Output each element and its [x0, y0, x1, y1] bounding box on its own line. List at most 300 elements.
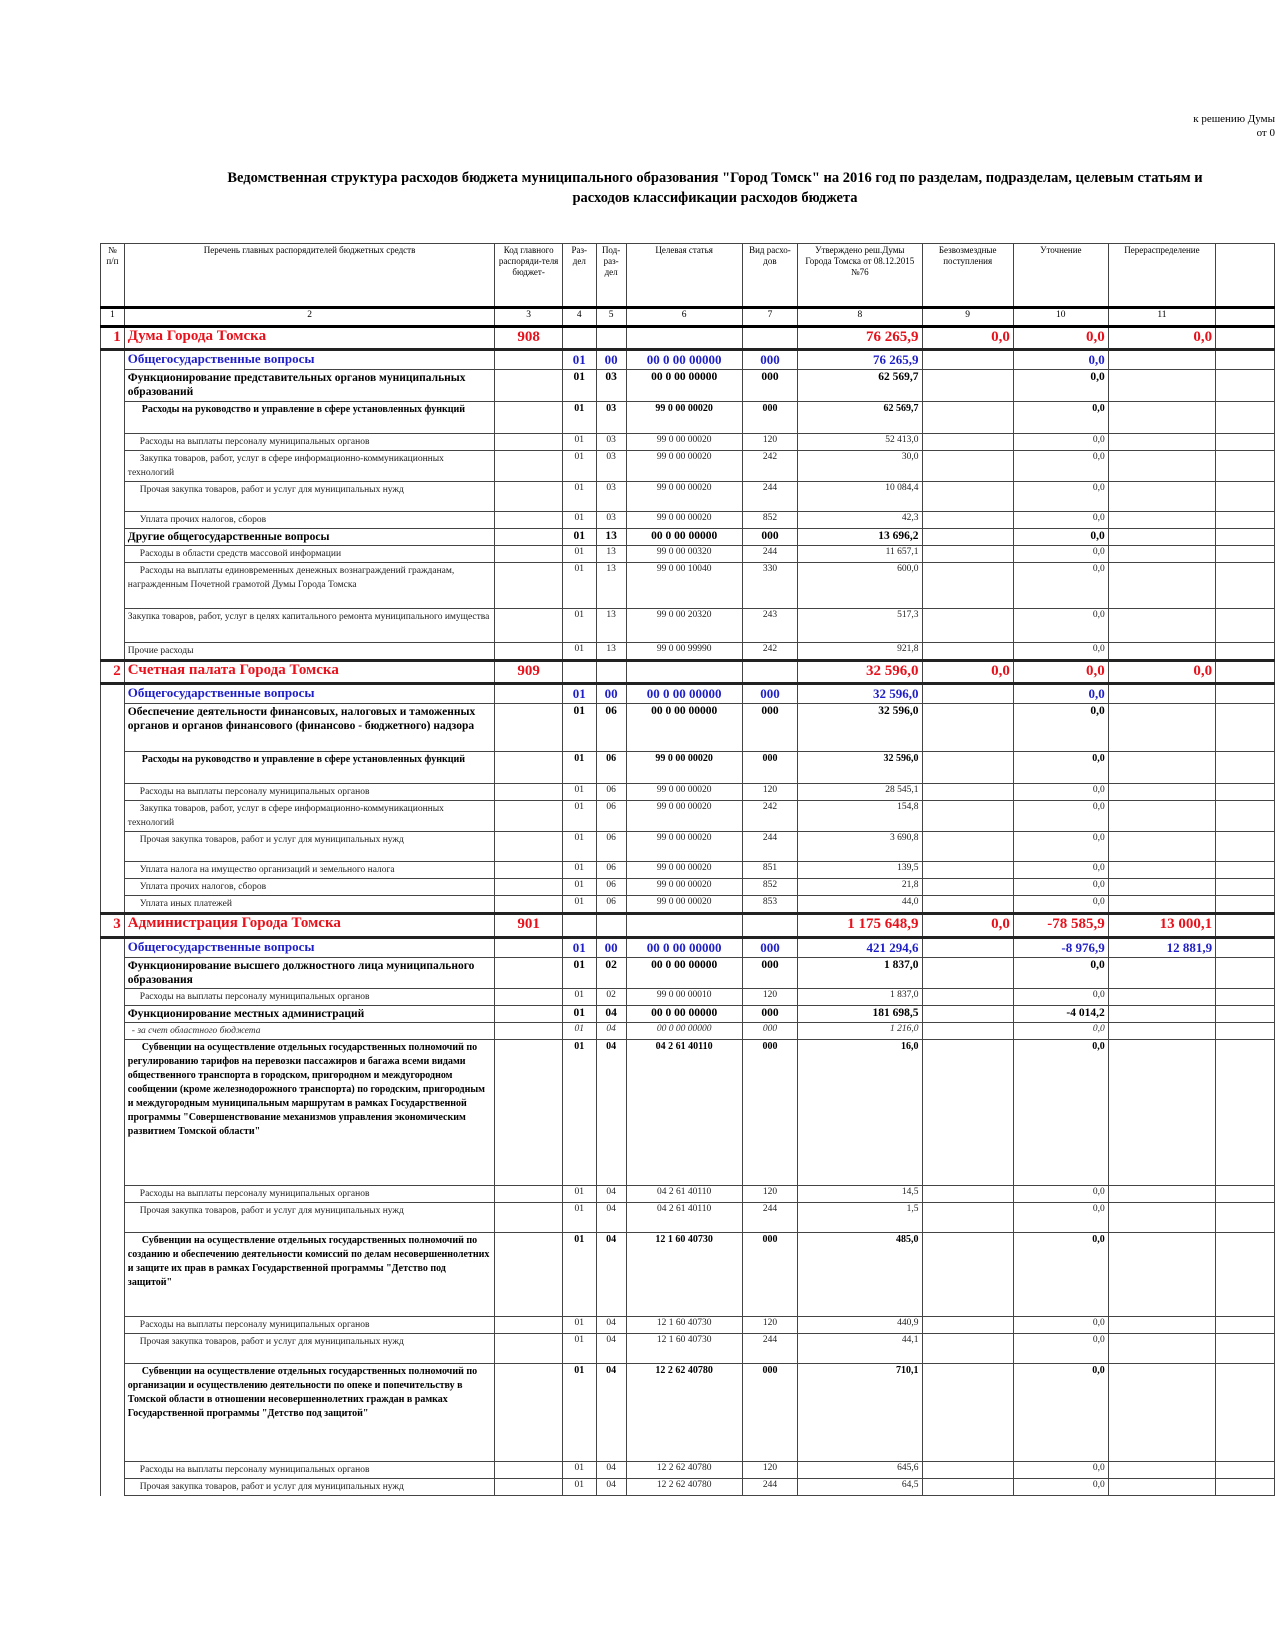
table-row: [101, 1364, 1275, 1462]
redistribution-amount: [1108, 1364, 1215, 1462]
clarification-amount: 0,0: [1013, 704, 1108, 752]
free-receipts: [922, 451, 1013, 482]
row-index: [101, 879, 125, 896]
redistribution-amount: [1108, 434, 1215, 451]
approved-amount: 28 545,1: [798, 784, 922, 801]
expense-type: 242: [742, 643, 797, 661]
table-row: [101, 1317, 1275, 1334]
redistribution-amount: [1108, 801, 1215, 832]
redistribution-amount: [1108, 1479, 1215, 1496]
distributor-code: [495, 402, 563, 434]
item-name: Прочие расходы: [124, 643, 495, 661]
item-name: Уплата прочих налогов, сборов: [124, 512, 495, 529]
redistribution-amount: [1108, 879, 1215, 896]
clarification-amount: -4 014,2: [1013, 1006, 1108, 1023]
clarification-amount: 0,0: [1013, 451, 1108, 482]
podrazdel-code: 00: [596, 350, 626, 370]
distributor-code: [495, 609, 563, 643]
approved-amount: 52 413,0: [798, 434, 922, 451]
free-receipts: [922, 879, 1013, 896]
distributor-code: [495, 862, 563, 879]
podrazdel-code: 13: [596, 529, 626, 546]
distributor-code: [495, 643, 563, 661]
podrazdel-code: 13: [596, 563, 626, 609]
razdel-code: 01: [562, 563, 596, 609]
table-row: [101, 482, 1275, 512]
row-index: [101, 434, 125, 451]
distributor-code: [495, 350, 563, 370]
distributor-code: [495, 1462, 563, 1479]
clarification-amount: 0,0: [1013, 989, 1108, 1006]
expense-type: 243: [742, 609, 797, 643]
clarification-amount: 0,0: [1013, 862, 1108, 879]
free-receipts: 0,0: [922, 327, 1013, 350]
target-article: 99 0 00 00020: [626, 482, 742, 512]
redistribution-amount: [1108, 704, 1215, 752]
free-receipts: 0,0: [922, 914, 1013, 938]
column-header: № п/п: [101, 244, 125, 308]
target-article: 99 0 00 00020: [626, 879, 742, 896]
razdel-code: 01: [562, 1462, 596, 1479]
expense-type: 000: [742, 958, 797, 989]
podrazdel-code: 06: [596, 801, 626, 832]
redistribution-amount: [1108, 370, 1215, 402]
extra-column: [1216, 546, 1275, 563]
razdel-code: 01: [562, 609, 596, 643]
extra-column: [1216, 1233, 1275, 1317]
free-receipts: [922, 434, 1013, 451]
clarification-amount: -78 585,9: [1013, 914, 1108, 938]
row-index: [101, 512, 125, 529]
free-receipts: [922, 402, 1013, 434]
approved-amount: 600,0: [798, 563, 922, 609]
item-name: Уплата налога на имущество организаций и земельного налога: [124, 862, 495, 879]
distributor-code: [495, 684, 563, 704]
podrazdel-code: 04: [596, 1317, 626, 1334]
razdel-code: 01: [562, 801, 596, 832]
approved-amount: 76 265,9: [798, 327, 922, 350]
item-name: Расходы в области средств массовой информации: [124, 546, 495, 563]
target-article: 99 0 00 00020: [626, 402, 742, 434]
row-index: [101, 1203, 125, 1233]
podrazdel-code: [596, 661, 626, 684]
table-row: [101, 879, 1275, 896]
expense-type: 330: [742, 563, 797, 609]
podrazdel-code: [596, 914, 626, 938]
extra-column: [1216, 1364, 1275, 1462]
clarification-amount: 0,0: [1013, 609, 1108, 643]
expense-type: 852: [742, 512, 797, 529]
clarification-amount: -8 976,9: [1013, 938, 1108, 958]
razdel-code: 01: [562, 879, 596, 896]
expense-type: 000: [742, 1364, 797, 1462]
razdel-code: 01: [562, 958, 596, 989]
table-row: [101, 684, 1275, 704]
redistribution-amount: [1108, 684, 1215, 704]
approved-amount: 1,5: [798, 1203, 922, 1233]
extra-column: [1216, 529, 1275, 546]
extra-column: [1216, 482, 1275, 512]
podrazdel-code: [596, 327, 626, 350]
distributor-code: [495, 784, 563, 801]
redistribution-amount: [1108, 1317, 1215, 1334]
redistribution-amount: 0,0: [1108, 327, 1215, 350]
table-row: [101, 938, 1275, 958]
clarification-amount: 0,0: [1013, 1203, 1108, 1233]
free-receipts: [922, 784, 1013, 801]
row-index: 3: [101, 914, 125, 938]
row-index: [101, 609, 125, 643]
podrazdel-code: 06: [596, 896, 626, 914]
target-article: 99 0 00 00320: [626, 546, 742, 563]
distributor-code: [495, 879, 563, 896]
target-article: 12 1 60 40730: [626, 1317, 742, 1334]
razdel-code: 01: [562, 684, 596, 704]
extra-column: [1216, 1317, 1275, 1334]
table-row: [101, 370, 1275, 402]
clarification-amount: 0,0: [1013, 784, 1108, 801]
table-row: [101, 529, 1275, 546]
razdel-code: 01: [562, 1334, 596, 1364]
razdel-code: 01: [562, 451, 596, 482]
item-name: Субвенции на осуществление отдельных государственных полномочий по организации и осуществлению деятельности по опеке и попечительству в Томской области в отношении несовершеннолетних граждан в рамках Государственной программы "Детство под защитой": [124, 1364, 495, 1462]
razdel-code: 01: [562, 704, 596, 752]
podrazdel-code: 06: [596, 784, 626, 801]
row-index: [101, 1023, 125, 1040]
target-article: 04 2 61 40110: [626, 1186, 742, 1203]
row-index: [101, 1040, 125, 1186]
razdel-code: 01: [562, 1233, 596, 1317]
table-row: [101, 434, 1275, 451]
row-index: [101, 958, 125, 989]
department-row: [101, 327, 1275, 350]
razdel-code: 01: [562, 1364, 596, 1462]
table-row: [101, 643, 1275, 661]
clarification-amount: 0,0: [1013, 832, 1108, 862]
razdel-code: 01: [562, 1023, 596, 1040]
podrazdel-code: 04: [596, 1040, 626, 1186]
redistribution-amount: [1108, 563, 1215, 609]
distributor-code: [495, 1317, 563, 1334]
extra-column: [1216, 958, 1275, 989]
razdel-code: 01: [562, 370, 596, 402]
column-number: 4: [562, 308, 596, 327]
distributor-code: [495, 1203, 563, 1233]
table-row: [101, 989, 1275, 1006]
approved-amount: 32 596,0: [798, 752, 922, 784]
approved-amount: 30,0: [798, 451, 922, 482]
extra-column: [1216, 938, 1275, 958]
expense-type: 120: [742, 1317, 797, 1334]
table-row: [101, 512, 1275, 529]
target-article: 00 0 00 00000: [626, 529, 742, 546]
item-name: Функционирование местных администраций: [124, 1006, 495, 1023]
podrazdel-code: 03: [596, 370, 626, 402]
redistribution-amount: [1108, 1334, 1215, 1364]
expense-type: [742, 914, 797, 938]
clarification-amount: 0,0: [1013, 752, 1108, 784]
item-name: Расходы на руководство и управление в сфере установленных функций: [124, 752, 495, 784]
podrazdel-code: 02: [596, 989, 626, 1006]
target-article: 00 0 00 00000: [626, 350, 742, 370]
extra-column: [1216, 1006, 1275, 1023]
podrazdel-code: 06: [596, 704, 626, 752]
clarification-amount: 0,0: [1013, 1317, 1108, 1334]
razdel-code: 01: [562, 1006, 596, 1023]
row-index: [101, 938, 125, 958]
row-index: [101, 1479, 125, 1496]
free-receipts: [922, 1023, 1013, 1040]
expense-type: 000: [742, 1233, 797, 1317]
redistribution-amount: [1108, 546, 1215, 563]
column-number: 6: [626, 308, 742, 327]
free-receipts: [922, 643, 1013, 661]
expense-type: 000: [742, 1040, 797, 1186]
redistribution-amount: [1108, 832, 1215, 862]
row-index: [101, 563, 125, 609]
expense-type: 244: [742, 482, 797, 512]
department-row: [101, 914, 1275, 938]
razdel-code: 01: [562, 643, 596, 661]
distributor-code: [495, 958, 563, 989]
extra-column: [1216, 370, 1275, 402]
column-number-row: [101, 308, 1275, 327]
razdel-code: 01: [562, 938, 596, 958]
table-row: [101, 1462, 1275, 1479]
item-name: Прочая закупка товаров, работ и услуг для муниципальных нужд: [124, 832, 495, 862]
free-receipts: [922, 546, 1013, 563]
table-row: [101, 1203, 1275, 1233]
distributor-code: [495, 704, 563, 752]
distributor-code: [495, 1186, 563, 1203]
row-index: [101, 1364, 125, 1462]
free-receipts: [922, 1317, 1013, 1334]
row-index: [101, 350, 125, 370]
item-name: Счетная палата Города Томска: [124, 661, 495, 684]
expense-type: [742, 327, 797, 350]
clarification-amount: 0,0: [1013, 512, 1108, 529]
redistribution-amount: [1108, 1462, 1215, 1479]
approved-amount: 181 698,5: [798, 1006, 922, 1023]
target-article: 99 0 00 00020: [626, 512, 742, 529]
row-index: [101, 529, 125, 546]
extra-column: [1216, 1479, 1275, 1496]
extra-column: [1216, 643, 1275, 661]
clarification-amount: 0,0: [1013, 1462, 1108, 1479]
razdel-code: 01: [562, 546, 596, 563]
table-row: [101, 1040, 1275, 1186]
redistribution-amount: [1108, 512, 1215, 529]
distributor-code: [495, 1233, 563, 1317]
approved-amount: 62 569,7: [798, 370, 922, 402]
row-index: [101, 1334, 125, 1364]
razdel-code: 01: [562, 482, 596, 512]
podrazdel-code: 06: [596, 752, 626, 784]
clarification-amount: 0,0: [1013, 1023, 1108, 1040]
distributor-code: [495, 1023, 563, 1040]
approved-amount: 32 596,0: [798, 661, 922, 684]
target-article: 99 0 00 00020: [626, 896, 742, 914]
clarification-amount: 0,0: [1013, 546, 1108, 563]
razdel-code: [562, 661, 596, 684]
approved-amount: 64,5: [798, 1479, 922, 1496]
podrazdel-code: 04: [596, 1233, 626, 1317]
table-row: [101, 1023, 1275, 1040]
clarification-amount: 0,0: [1013, 1186, 1108, 1203]
approved-amount: 710,1: [798, 1364, 922, 1462]
razdel-code: 01: [562, 402, 596, 434]
extra-column: [1216, 1023, 1275, 1040]
redistribution-amount: 0,0: [1108, 661, 1215, 684]
column-number: [1216, 308, 1275, 327]
item-name: Субвенции на осуществление отдельных государственных полномочий по созданию и обеспечению деятельности комиссий по делам несовершеннолетних и защите их прав в рамках Государственной программы "Детство под защитой": [124, 1233, 495, 1317]
redistribution-amount: [1108, 1006, 1215, 1023]
clarification-amount: 0,0: [1013, 1334, 1108, 1364]
title-line-2: расходов классификации расходов бюджета: [572, 190, 858, 206]
table-row: [101, 896, 1275, 914]
target-article: 00 0 00 00000: [626, 704, 742, 752]
row-index: [101, 1186, 125, 1203]
extra-column: [1216, 1186, 1275, 1203]
redistribution-amount: [1108, 1186, 1215, 1203]
approved-amount: 62 569,7: [798, 402, 922, 434]
razdel-code: 01: [562, 896, 596, 914]
item-name: Дума Города Томска: [124, 327, 495, 350]
target-article: 99 0 00 00020: [626, 801, 742, 832]
free-receipts: 0,0: [922, 661, 1013, 684]
redistribution-amount: [1108, 1023, 1215, 1040]
redistribution-amount: 12 881,9: [1108, 938, 1215, 958]
clarification-amount: 0,0: [1013, 402, 1108, 434]
approved-amount: 517,3: [798, 609, 922, 643]
expense-type: 853: [742, 896, 797, 914]
extra-column: [1216, 1462, 1275, 1479]
podrazdel-code: 04: [596, 1203, 626, 1233]
approved-amount: 1 175 648,9: [798, 914, 922, 938]
redistribution-amount: [1108, 482, 1215, 512]
distributor-code: [495, 938, 563, 958]
target-article: 00 0 00 00000: [626, 1006, 742, 1023]
approved-amount: 645,6: [798, 1462, 922, 1479]
free-receipts: [922, 752, 1013, 784]
podrazdel-code: 04: [596, 1006, 626, 1023]
item-name: Расходы на выплаты персоналу муниципальных органов: [124, 1317, 495, 1334]
extra-column: [1216, 684, 1275, 704]
item-name: Прочая закупка товаров, работ и услуг для муниципальных нужд: [124, 1203, 495, 1233]
item-name: Субвенции на осуществление отдельных государственных полномочий по регулированию тарифов на перевозки пассажиров и багажа всеми видами общественного транспорта в городском, пригородном и междугородном сообщении (кроме железнодорожного транспорта) по городским, пригородным и междугородным муниципальным маршрутам в рамках Государственной программы "Совершенствование механизмов управления экономическим развитием Томской области": [124, 1040, 495, 1186]
approved-amount: 76 265,9: [798, 350, 922, 370]
distributor-code: [495, 752, 563, 784]
extra-column: [1216, 1040, 1275, 1186]
title-line-1: Ведомственная структура расходов бюджета муниципального образования "Город Томск" на 2016 год по разделам, подразделам, целевым статьям и: [227, 170, 1203, 186]
free-receipts: [922, 1203, 1013, 1233]
target-article: 99 0 00 00020: [626, 434, 742, 451]
row-index: [101, 1317, 125, 1334]
approved-amount: 44,1: [798, 1334, 922, 1364]
column-number: 8: [798, 308, 922, 327]
expense-type: 244: [742, 1203, 797, 1233]
row-index: [101, 832, 125, 862]
column-number: 5: [596, 308, 626, 327]
target-article: 00 0 00 00000: [626, 370, 742, 402]
clarification-amount: 0,0: [1013, 1040, 1108, 1186]
extra-column: [1216, 451, 1275, 482]
extra-column: [1216, 832, 1275, 862]
redistribution-amount: [1108, 958, 1215, 989]
razdel-code: 01: [562, 752, 596, 784]
row-index: [101, 546, 125, 563]
table-row: [101, 546, 1275, 563]
target-article: 99 0 00 00010: [626, 989, 742, 1006]
column-number: 9: [922, 308, 1013, 327]
approved-amount: 11 657,1: [798, 546, 922, 563]
column-header: Под-раз-дел: [596, 244, 626, 308]
item-name: Функционирование представительных органов муниципальных образований: [124, 370, 495, 402]
podrazdel-code: 00: [596, 938, 626, 958]
razdel-code: 01: [562, 434, 596, 451]
approved-amount: 1 216,0: [798, 1023, 922, 1040]
item-name: Расходы на выплаты персоналу муниципальных органов: [124, 434, 495, 451]
row-index: [101, 1462, 125, 1479]
row-index: [101, 370, 125, 402]
table-row: [101, 563, 1275, 609]
expense-type: 000: [742, 350, 797, 370]
item-name: Прочая закупка товаров, работ и услуг для муниципальных нужд: [124, 1479, 495, 1496]
redistribution-amount: [1108, 529, 1215, 546]
item-name: - за счет областного бюджета: [124, 1023, 495, 1040]
target-article: 99 0 00 00020: [626, 752, 742, 784]
free-receipts: [922, 958, 1013, 989]
clarification-amount: 0,0: [1013, 1364, 1108, 1462]
target-article: 99 0 00 00020: [626, 784, 742, 801]
item-name: Расходы на выплаты персоналу муниципальных органов: [124, 1462, 495, 1479]
razdel-code: 01: [562, 784, 596, 801]
column-number: 7: [742, 308, 797, 327]
row-index: [101, 704, 125, 752]
approved-amount: 485,0: [798, 1233, 922, 1317]
razdel-code: 01: [562, 1186, 596, 1203]
free-receipts: [922, 609, 1013, 643]
extra-column: [1216, 563, 1275, 609]
distributor-code: [495, 451, 563, 482]
razdel-code: 01: [562, 1479, 596, 1496]
target-article: 00 0 00 00000: [626, 684, 742, 704]
razdel-code: 01: [562, 1203, 596, 1233]
podrazdel-code: 00: [596, 684, 626, 704]
free-receipts: [922, 1334, 1013, 1364]
table-row: [101, 1006, 1275, 1023]
table-row: [101, 704, 1275, 752]
distributor-code: [495, 1040, 563, 1186]
table-row: [101, 862, 1275, 879]
distributor-code: [495, 563, 563, 609]
extra-column: [1216, 704, 1275, 752]
target-article: 04 2 61 40110: [626, 1203, 742, 1233]
clarification-amount: 0,0: [1013, 434, 1108, 451]
redistribution-amount: [1108, 862, 1215, 879]
item-name: Общегосударственные вопросы: [124, 350, 495, 370]
podrazdel-code: 03: [596, 512, 626, 529]
target-article: 00 0 00 00000: [626, 958, 742, 989]
extra-column: [1216, 350, 1275, 370]
clarification-amount: 0,0: [1013, 684, 1108, 704]
target-article: 12 1 60 40730: [626, 1233, 742, 1317]
table-row: [101, 350, 1275, 370]
expense-type: 000: [742, 529, 797, 546]
column-number: 1: [101, 308, 125, 327]
distributor-code: [495, 434, 563, 451]
podrazdel-code: 13: [596, 546, 626, 563]
